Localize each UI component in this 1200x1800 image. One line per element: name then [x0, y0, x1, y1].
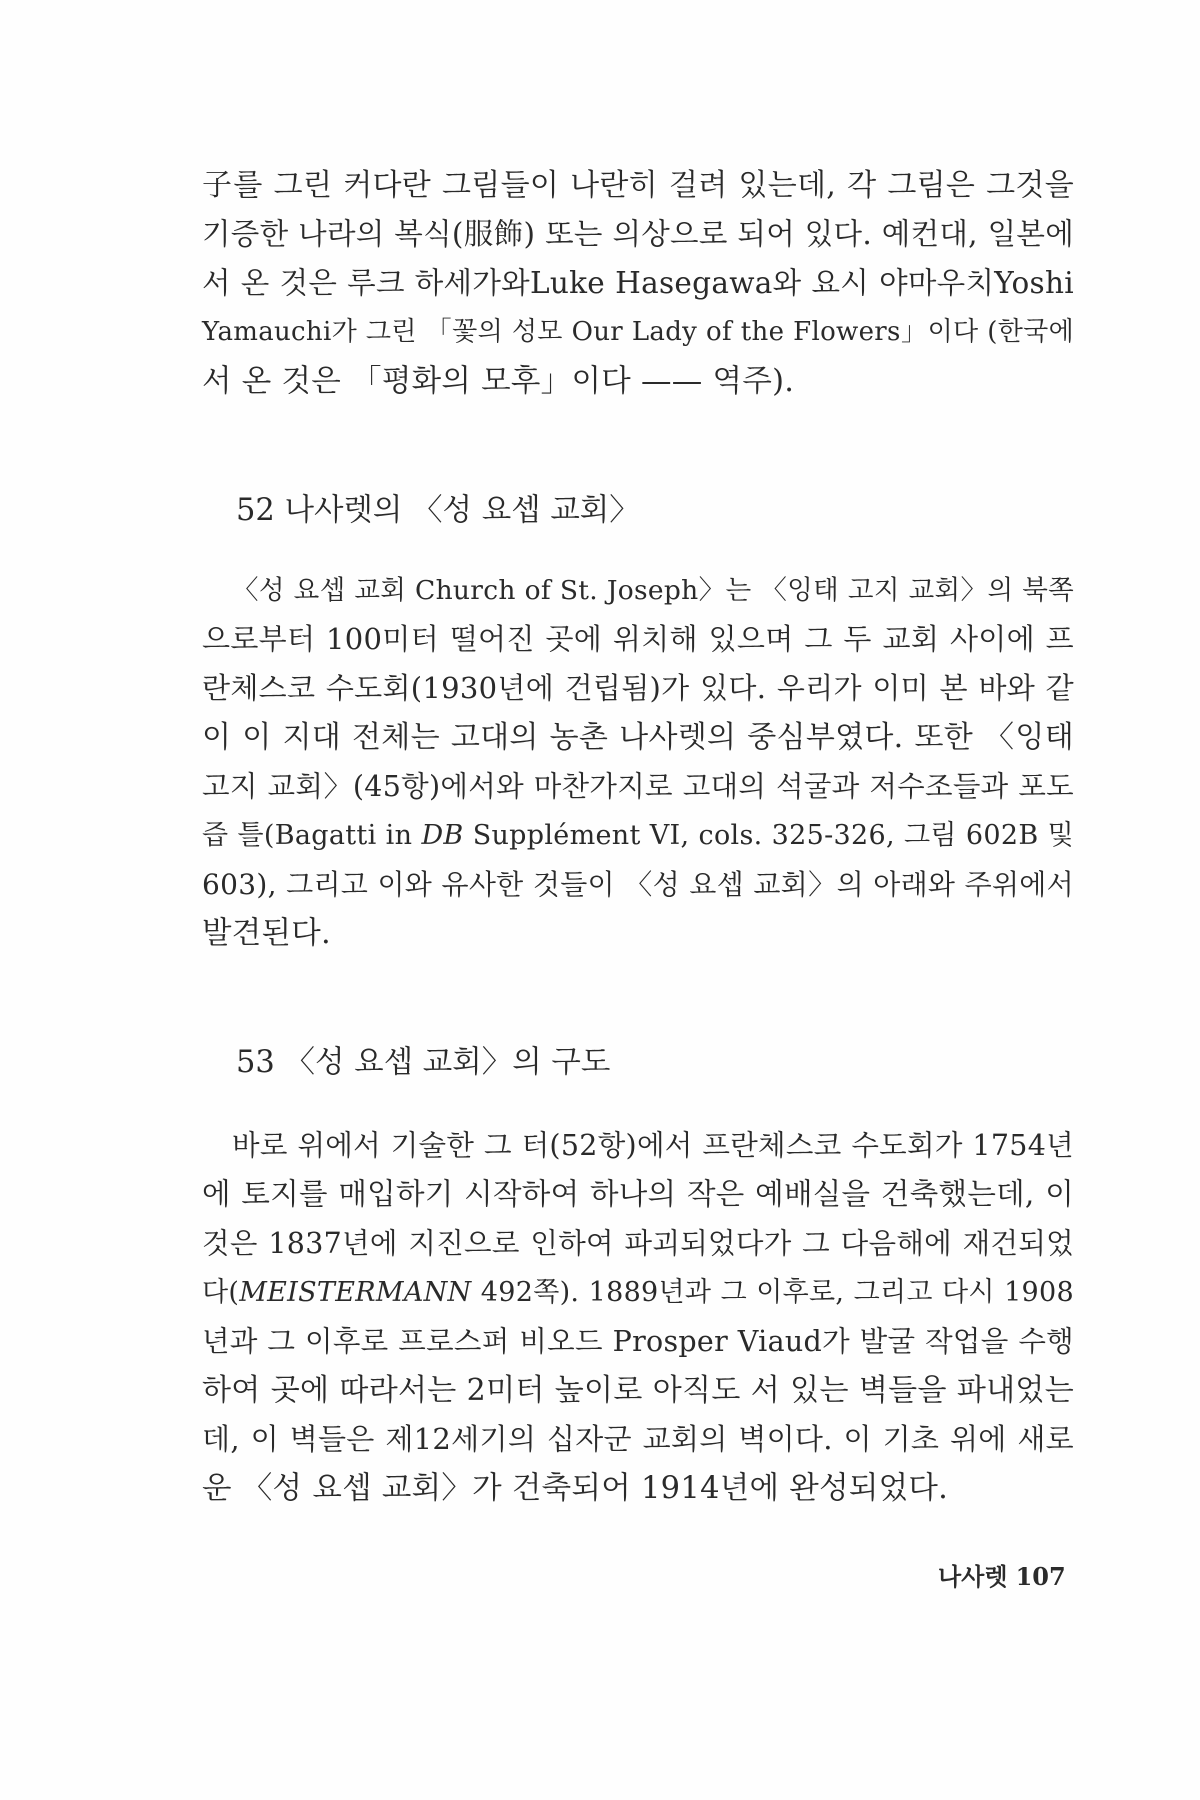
paragraph-line: 발견된다. [202, 916, 332, 951]
paragraph-line: 운 〈성 요셉 교회〉가 건축되어 1914년에 완성되었다. [202, 1471, 949, 1506]
line-text: Supplément VI, cols. 325-326, 그림 602B 및 [463, 820, 1075, 851]
page-number: 107 [1015, 1562, 1066, 1591]
section-heading-52: 52 나사렛의 〈성 요셉 교회〉 [236, 493, 640, 528]
section-52-paragraph [202, 566, 1074, 958]
continuation-paragraph [202, 161, 1074, 406]
line-text: 다( [202, 1277, 240, 1308]
paragraph-line: 서 온 것은 「평화의 모후」이다 —— 역주). [202, 364, 795, 399]
paragraph-line [202, 811, 1074, 860]
section-53-paragraph [202, 1121, 1074, 1513]
line-text: 즙 틀(Bagatti in [202, 820, 422, 851]
italic-reference: DB [421, 820, 464, 851]
section-heading-53: 53 〈성 요셉 교회〉의 구도 [236, 1045, 611, 1080]
paragraph-line: 〈성 요셉 교회 Church of St. Joseph〉는 〈잉태 고지 교회〉의 북쪽 [232, 575, 1074, 606]
paragraph-line: 바로 위에서 기술한 그 터(52항)에서 프란체스코 수도회가 1754년 [232, 1129, 1074, 1162]
paragraph-line: 고지 교회〉(45항)에서와 마찬가지로 고대의 석굴과 저수조들과 포도 [202, 770, 1074, 803]
page-footer [938, 1562, 1066, 1592]
paragraph-line: 것은 1837년에 지진으로 인하여 파괴되었다가 그 다음해에 재건되었 [202, 1227, 1074, 1260]
paragraph-line: Yamauchi가 그린 「꽃의 성모 Our Lady of the Flowers」이다 (한국에 [202, 317, 1074, 347]
italic-reference: MEISTERMANN [239, 1277, 472, 1308]
paragraph-line: 으로부터 100미터 떨어진 곳에 위치해 있으며 그 두 교회 사이에 프 [202, 622, 1074, 656]
paragraph-line: 란체스코 수도회(1930년에 건립됨)가 있다. 우리가 이미 본 바와 같 [202, 671, 1074, 705]
paragraph-line [202, 1268, 1074, 1317]
running-title: 나사렛 [938, 1563, 1008, 1591]
paragraph-line: 데, 이 벽들은 제12세기의 십자군 교회의 벽이다. 이 기초 위에 새로 [202, 1422, 1074, 1456]
paragraph-line: 서 온 것은 루크 하세가와Luke Hasegawa와 요시 야마우치Yoshi [202, 266, 1074, 300]
paragraph-line: 하여 곳에 따라서는 2미터 높이로 아직도 서 있는 벽들을 파내었는 [202, 1373, 1074, 1408]
paragraph-line: 년과 그 이후로 프로스퍼 비오드 Prosper Viaud가 발굴 작업을 수행 [202, 1325, 1074, 1358]
paragraph-line: 기증한 나라의 복식(服飾) 또는 의상으로 되어 있다. 예컨대, 일본에 [202, 217, 1074, 251]
paragraph-line: 이 이 지대 전체는 고대의 농촌 나사렛의 중심부였다. 또한 〈잉태 [202, 720, 1074, 755]
paragraph-line: 에 토지를 매입하기 시작하여 하나의 작은 예배실을 건축했는데, 이 [202, 1177, 1074, 1211]
line-text: 492쪽). 1889년과 그 이후로, 그리고 다시 1908 [471, 1277, 1074, 1308]
paragraph-line: 子를 그린 커다란 그림들이 나란히 걸려 있는데, 각 그림은 그것을 [202, 168, 1074, 203]
paragraph-line: 603), 그리고 이와 유사한 것들이 〈성 요셉 교회〉의 아래와 주위에서 [202, 868, 1074, 901]
